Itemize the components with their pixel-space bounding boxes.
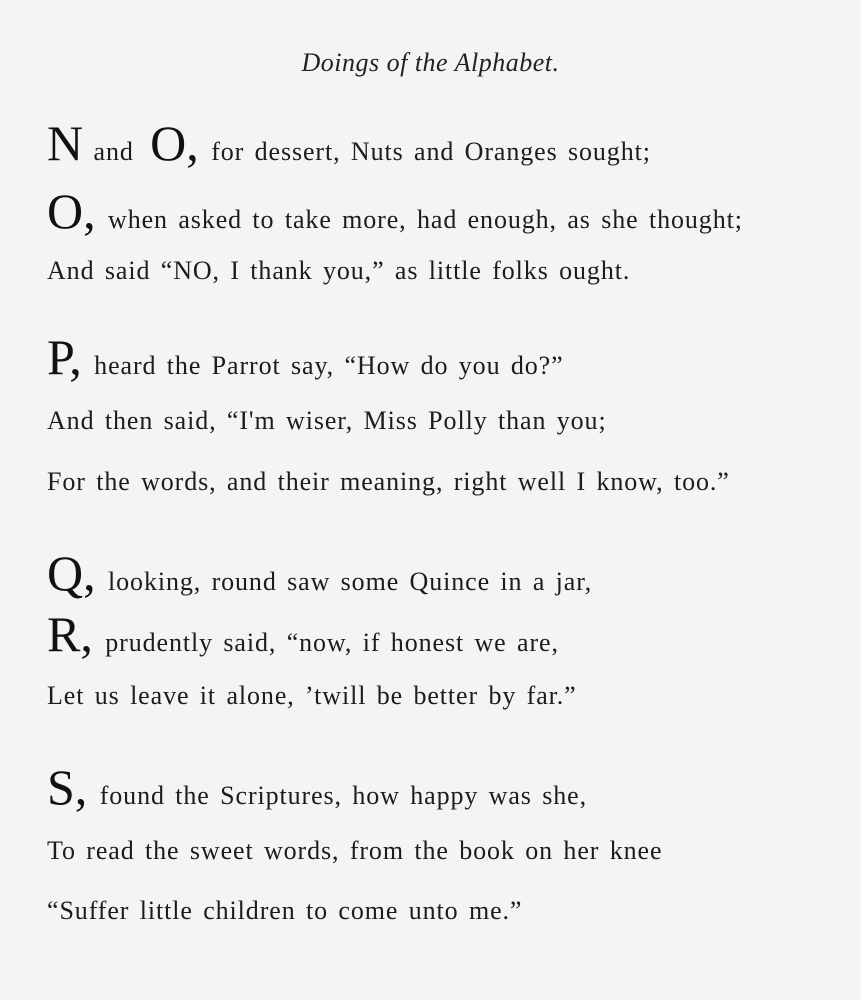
verse-line-7 [47, 545, 593, 601]
drop-letter-q: Q, [47, 545, 96, 601]
page-heading: Doings of the Alphabet. [301, 48, 560, 77]
verse-line-11: To read the sweet words, from the book on her knee [47, 836, 663, 865]
verse-text: looking, round saw some Quince in a jar, [108, 567, 593, 596]
drop-letter-r: R, [47, 606, 93, 662]
verse-line-1 [47, 115, 651, 171]
verse-line-5: And then said, “I'm wiser, Miss Polly than you; [47, 406, 607, 435]
verse-line-10 [47, 759, 587, 815]
verse-text: when asked to take more, had enough, as she thought; [108, 205, 743, 234]
drop-letter-o: O, [150, 115, 199, 171]
verse-line-9: Let us leave it alone, ’twill be better by far.” [47, 681, 577, 710]
verse-text: and [93, 137, 134, 166]
drop-letter-p: P, [47, 329, 82, 385]
verse-text: for dessert, Nuts and Oranges sought; [211, 137, 651, 166]
verse-line-4 [47, 329, 564, 385]
drop-letter-s: S, [47, 759, 88, 815]
verse-line-6: For the words, and their meaning, right well I know, too.” [47, 467, 730, 496]
verse-line-12: “Suffer little children to come unto me.” [47, 896, 523, 925]
verse-line-8 [47, 606, 559, 662]
verse-text: found the Scriptures, how happy was she, [99, 781, 587, 810]
verse-line-3: And said “NO, I thank you,” as little folks ought. [47, 256, 631, 285]
drop-letter-o: O, [47, 183, 96, 239]
verse-text: prudently said, “now, if honest we are, [105, 628, 559, 657]
verse-line-2 [47, 183, 743, 239]
verse-text: heard the Parrot say, “How do you do?” [94, 351, 564, 380]
drop-letter-n: N [47, 115, 84, 171]
